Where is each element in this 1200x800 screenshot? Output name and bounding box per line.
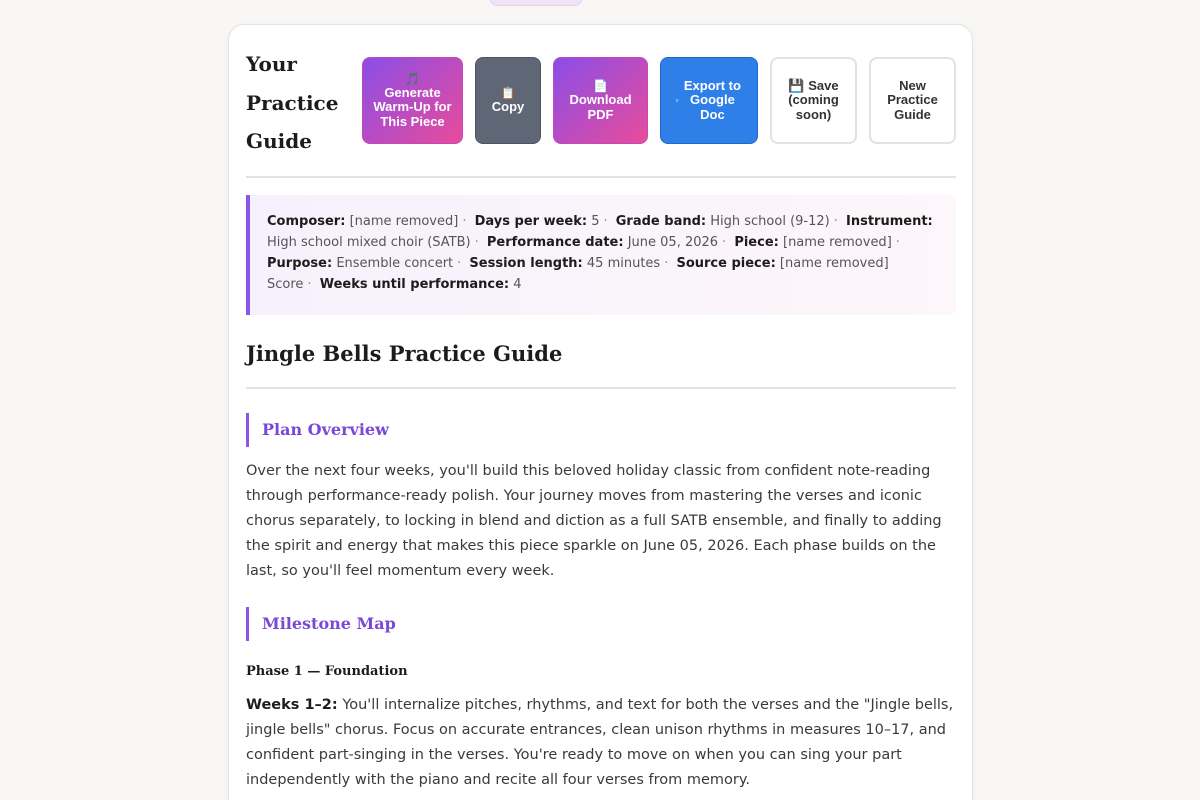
- clipboard-icon: 📋: [500, 86, 516, 101]
- phase-1-heading: Phase 1 — Foundation: [246, 664, 408, 679]
- download-pdf-label: Download PDF: [569, 92, 632, 122]
- header-divider: [246, 176, 956, 178]
- document-title: Jingle Bells Practice Guide: [246, 341, 563, 366]
- generate-warmup-button[interactable]: [362, 57, 463, 144]
- meta-value: High school mixed choir (SATB): [267, 235, 471, 250]
- new-practice-guide-label: New Practice Guide: [887, 77, 938, 122]
- meta-value: High school (9-12): [710, 214, 830, 229]
- save-label: 💾 Save (coming soon): [788, 77, 839, 122]
- meta-value: 4: [513, 277, 522, 292]
- save-button[interactable]: [770, 57, 857, 144]
- document-icon: 📄: [593, 79, 608, 93]
- meta-label: Performance date:: [486, 235, 624, 250]
- practice-guide-card: [228, 24, 973, 800]
- meta-value: 5: [591, 214, 600, 229]
- download-pdf-button[interactable]: [553, 57, 648, 144]
- meta-label: Source piece:: [676, 256, 776, 271]
- section-heading-milestone-map: Milestone Map: [246, 607, 956, 641]
- meta-label: Instrument:: [846, 214, 933, 229]
- meta-separator: ·: [833, 214, 838, 229]
- export-google-doc-label: Export to Google Doc: [683, 77, 741, 122]
- meta-value: 45 minutes: [586, 256, 661, 271]
- guide-header: [246, 45, 956, 175]
- meta-value: [name removed]: [783, 235, 892, 250]
- music-note-icon: 🎵: [405, 71, 420, 86]
- meta-label: Session length:: [469, 256, 583, 271]
- generate-warmup-label: Generate Warm-Up for This Piece: [373, 84, 452, 129]
- meta-label: Piece:: [734, 235, 779, 250]
- guide-metadata-panel: [246, 195, 956, 315]
- page-title: Your Practice Guide: [246, 52, 339, 153]
- meta-label: Weeks until performance:: [319, 277, 510, 292]
- meta-separator: ·: [307, 277, 312, 292]
- meta-separator: ·: [462, 214, 467, 229]
- top-tab-pill[interactable]: [489, 0, 583, 6]
- meta-label: Composer:: [267, 214, 346, 229]
- section-heading-plan-overview: Plan Overview: [246, 413, 956, 447]
- meta-separator: ·: [895, 235, 900, 250]
- meta-label: Grade band:: [615, 214, 707, 229]
- copy-button[interactable]: [475, 57, 541, 144]
- meta-label: Purpose:: [267, 256, 333, 271]
- title-divider: [246, 387, 956, 389]
- phase-1-text: [246, 693, 956, 793]
- meta-value: June 05, 2026: [627, 235, 719, 250]
- meta-value: [name removed] Score: [267, 256, 889, 292]
- meta-separator: ·: [664, 256, 669, 271]
- meta-value: Ensemble concert: [336, 256, 454, 271]
- new-practice-guide-button[interactable]: [869, 57, 956, 144]
- phase-1-description: You'll internalize pitches, rhythms, and text for both the verses and the "Jingle bells, jingle bells" chorus. Focus on accurate entrances, clean unison rhythms in measures 10–17, and confident part-singing in the verses. You're ready to move on when you can sing your part independently with the piano and recite all four verses from memory.: [246, 697, 954, 788]
- meta-separator: ·: [474, 235, 479, 250]
- meta-separator: ·: [457, 256, 462, 271]
- plan-overview-text: Over the next four weeks, you'll build this beloved holiday classic from confident note-reading through performance-ready polish. Your journey moves from mastering the verses and iconic chorus separately, to locking in blend and diction as a full SATB ensemble, and finally to adding the spirit and energy that makes this piece sparkle on June 05, 2026. Each phase builds on the last, so you'll feel momentum every week.: [246, 463, 942, 579]
- export-google-doc-button[interactable]: [660, 57, 758, 144]
- meta-value: [name removed]: [349, 214, 459, 229]
- meta-separator: ·: [722, 235, 727, 250]
- meta-separator: ·: [603, 214, 608, 229]
- copy-label: Copy: [491, 99, 525, 115]
- meta-label: Days per week:: [474, 214, 588, 229]
- phase-1-weeks: Weeks 1–2:: [246, 697, 338, 713]
- file-icon: ▫: [675, 95, 679, 105]
